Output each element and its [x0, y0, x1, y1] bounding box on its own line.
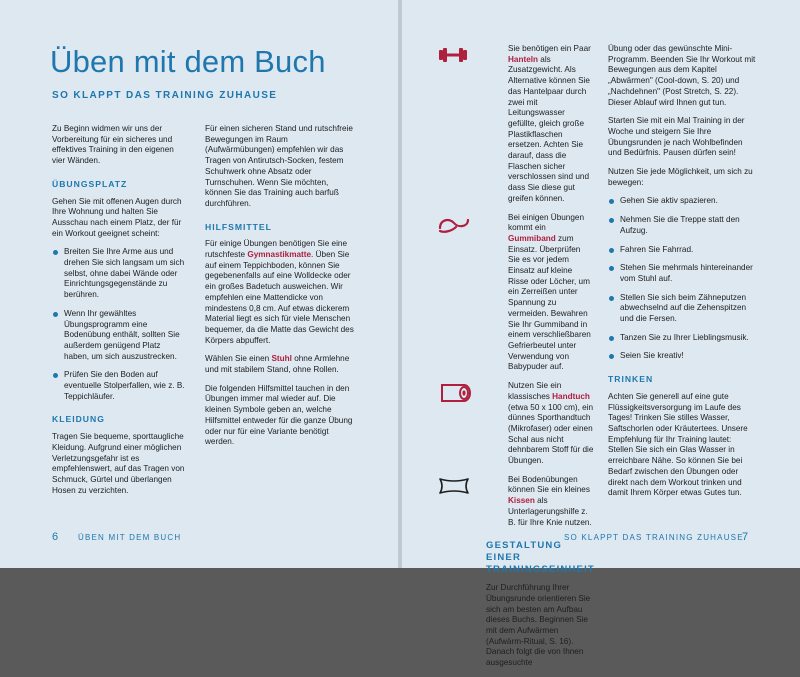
- text-span: Nutzen Sie ein klassisches: [508, 381, 562, 401]
- keyword-hanteln: Hanteln: [508, 54, 539, 64]
- heading-uebungsplatz: ÜBUNGSPLATZ: [52, 178, 128, 189]
- text-span: zum Einsatz. Überprüfen Sie es vor jedem Einsatz auf kleine Risse oder Löcher, um ein Zerreißen unter Spannung zu vermeiden. Bewahren Sie Ihr Gummiband in einem verschließbaren Gefrierbeutel unter Verwendung von Babypuder auf.: [508, 233, 591, 372]
- bewegen-list: [608, 196, 758, 362]
- gestaltung-paragraph: Zur Durchführung Ihrer Übungsrunde orientieren Sie sich am besten am Aufbau dieses Buchs. Beginnen Sie mit dem Aufwärmen (Aufwärm-Ritual, S. 16). Danach folgt die von Ihnen ausgesuchte: [486, 583, 591, 668]
- text-span: . Üben Sie auf einem Teppichboden, können Sie gegebenenfalls auf eine Wolldecke oder ein großes Badetuch ausweichen. Wir empfehlen eine Mattendicke von mindestens 0,8 cm. Auf etwas dickerem Material liegt es sich für viele Menschen bequemer, da die Matte das Gewicht des Körpers abpuffert.: [205, 250, 354, 345]
- list-item: Stellen Sie sich beim Zähneputzen abwechselnd auf die Zehenspitzen und die Fersen.: [608, 293, 758, 325]
- starten-paragraph: Starten Sie mit ein Mal Training in der Woche und steigern Sie Ihre Übungsrunden je nach Wohlbefinden und Bedürfnis. Pausen dürfen sein!: [608, 116, 745, 158]
- text-span: ohne Armlehne und mit stabilem Stand, ohne Rollen.: [205, 354, 350, 375]
- left-column-2: [205, 124, 355, 456]
- list-item: Fahren Sie Fahrrad.: [608, 245, 758, 256]
- bewegen-paragraph: Nutzen Sie jede Möglichkeit, um sich zu bewegen:: [608, 167, 753, 187]
- page-number-right: 7: [742, 531, 749, 543]
- list-item: Wenn Ihr gewähltes Übungsprogramm eine Bodenübung enthält, sollten Sie außerdem genügend Platz haben, um sich auszustrecken.: [52, 309, 186, 363]
- text-span: Bei Bodenübungen können Sie ein kleines: [508, 474, 590, 495]
- keyword-gymnastikmatte: Gymnastikmatte: [247, 250, 312, 260]
- text-span: Sie benötigen ein Paar: [508, 44, 591, 53]
- page-subtitle: SO KLAPPT DAS TRAINING ZUHAUSE: [52, 90, 278, 101]
- hilfsmittel-paragraph: [205, 239, 355, 346]
- right-column-1: [436, 44, 594, 677]
- running-footer-right: SO KLAPPT DAS TRAINING ZUHAUSE: [564, 533, 744, 542]
- dumbbell-icon: [436, 44, 476, 72]
- left-page: [0, 0, 398, 568]
- stuhl-paragraph: [205, 354, 355, 375]
- kleidung-paragraph: Tragen Sie bequeme, sporttaugliche Kleidung. Aufgrund einer möglichen Verletzungsgefahr ist es empfehlenswert, auf das Tragen von Schmuck, Gürtel und überlangen Hosen zu verzichten.: [52, 432, 185, 495]
- list-item: Stehen Sie mehrmals hintereinander vom Stuhl auf.: [608, 263, 758, 284]
- symbole-paragraph: Die folgenden Hilfsmittel tauchen in den Übungen immer mal wieder auf. Die kleinen Symbole geben an, welche Hilfsmittel entweder für die ganze Übung oder nur für eine Variante benötigt werden.: [205, 383, 353, 447]
- trinken-paragraph: Achten Sie generell auf eine gute Flüssigkeitsversorgung im Laufe des Tages! Trinken Sie stilles Wasser, Saftschorlen oder Kräutertees. Unsere Empfehlung für Ihr Training lautet: Stellen Sie sich ein Glas Wasser in erreichbare Nähe. So können Sie bei Bedarf zwischen den Übungen oder direkt nach dem Workout trinken und damit Ihrem Körper etwas Gutes tun.: [608, 391, 748, 498]
- text-span: (etwa 50 x 100 cm), ein dünnes Sporthandtuch (Mikrofaser) oder einen Schal aus nicht dehnbarem Stoff für die Übungen.: [508, 402, 594, 466]
- ablauf-paragraph: Übung oder das gewünschte Mini-Programm. Beenden Sie Ihr Workout mit Bewegungen aus dem Kapitel „Abwärmen" (Cool-down, S. 20) und „Nachdehnen" (Post Stretch, S. 22). Dieser Ablauf wird Ihnen gut tun.: [608, 44, 756, 107]
- list-item: Nehmen Sie die Treppe statt den Aufzug.: [608, 215, 758, 236]
- left-column-1: [52, 124, 186, 504]
- heading-hilfsmittel: HILFSMITTEL: [205, 221, 272, 232]
- gummiband-paragraph: [508, 213, 594, 374]
- text-span: Bei einigen Übungen kommt ein: [508, 212, 585, 233]
- text-span: Wählen Sie einen: [205, 354, 272, 364]
- page-title: Üben mit dem Buch: [50, 44, 326, 79]
- list-item: Breiten Sie Ihre Arme aus und drehen Sie sich langsam um sich selbst, ohne dabei Wände oder Einrichtungsgegenstände zu berühren.: [52, 247, 186, 301]
- list-item: Prüfen Sie den Boden auf eventuelle Stolperfallen, wie z. B. Teppichläufer.: [52, 370, 186, 402]
- towel-icon: [436, 381, 476, 409]
- handtuch-block: [436, 381, 594, 467]
- right-column-2: [608, 44, 758, 507]
- list-item: Tanzen Sie zu Ihrer Lieblingsmusik.: [608, 333, 758, 344]
- list-item: Gehen Sie aktiv spazieren.: [608, 196, 758, 207]
- running-footer-left: ÜBEN MIT DEM BUCH: [78, 533, 182, 542]
- keyword-kissen: Kissen: [508, 496, 535, 506]
- text-span: als Zusatzgewicht. Als Alternative können Sie das Hantelpaar durch zwei mit Leitungswasser gefüllte, gleich große Plastikflaschen ersetzen. Achten Sie darauf, dass die Flaschen sicher verschlossen sind und dass Sie diese gut greifen können.: [508, 54, 590, 203]
- handtuch-paragraph: [508, 381, 594, 467]
- resistance-band-icon: [436, 213, 476, 241]
- uebungsplatz-paragraph: Gehen Sie mit offenen Augen durch Ihre Wohnung und halten Sie Ausschau nach einem Platz, der für ein Workout geeignet scheint:: [52, 196, 182, 238]
- hanteln-paragraph: [508, 44, 594, 205]
- keyword-gummiband: Gummiband: [508, 233, 556, 243]
- list-item: Seien Sie kreativ!: [608, 351, 758, 362]
- heading-kleidung: KLEIDUNG: [52, 414, 105, 425]
- text-span: Für einige Übungen benötigen Sie eine rutschfeste: [205, 239, 348, 260]
- kissen-block: [436, 475, 594, 529]
- heading-gestaltung: GESTALTUNG EINER TRAININGSEINHEIT: [486, 540, 595, 576]
- gummiband-block: [436, 213, 594, 374]
- text-span: als Unterlagerungshilfe z. B. für Ihre Knie nutzen.: [508, 496, 592, 527]
- keyword-handtuch: Handtuch: [552, 391, 590, 401]
- uebungsplatz-list: [52, 247, 186, 402]
- keyword-stuhl: Stuhl: [271, 354, 292, 364]
- kissen-paragraph: [508, 475, 594, 529]
- schuhwerk-paragraph: Für einen sicheren Stand und rutschfreie Bewegungen im Raum (Aufwärmübungen) empfehlen wir das Tragen von Antirutsch-Socken, festem Schuhwerk ohne Absatz oder Turnschuhen. Wenn Sie möchten, können Sie das Training auch barfuß durchführen.: [205, 124, 353, 208]
- page-number-left: 6: [52, 531, 59, 543]
- pillow-icon: [436, 475, 476, 503]
- heading-trinken: TRINKEN: [608, 374, 654, 385]
- intro-paragraph: Zu Beginn widmen wir uns der Vorbereitung für ein sicheres und effektives Training in den eigenen vier Wänden.: [52, 124, 174, 166]
- right-page: [402, 0, 800, 668]
- hanteln-block: [436, 44, 594, 205]
